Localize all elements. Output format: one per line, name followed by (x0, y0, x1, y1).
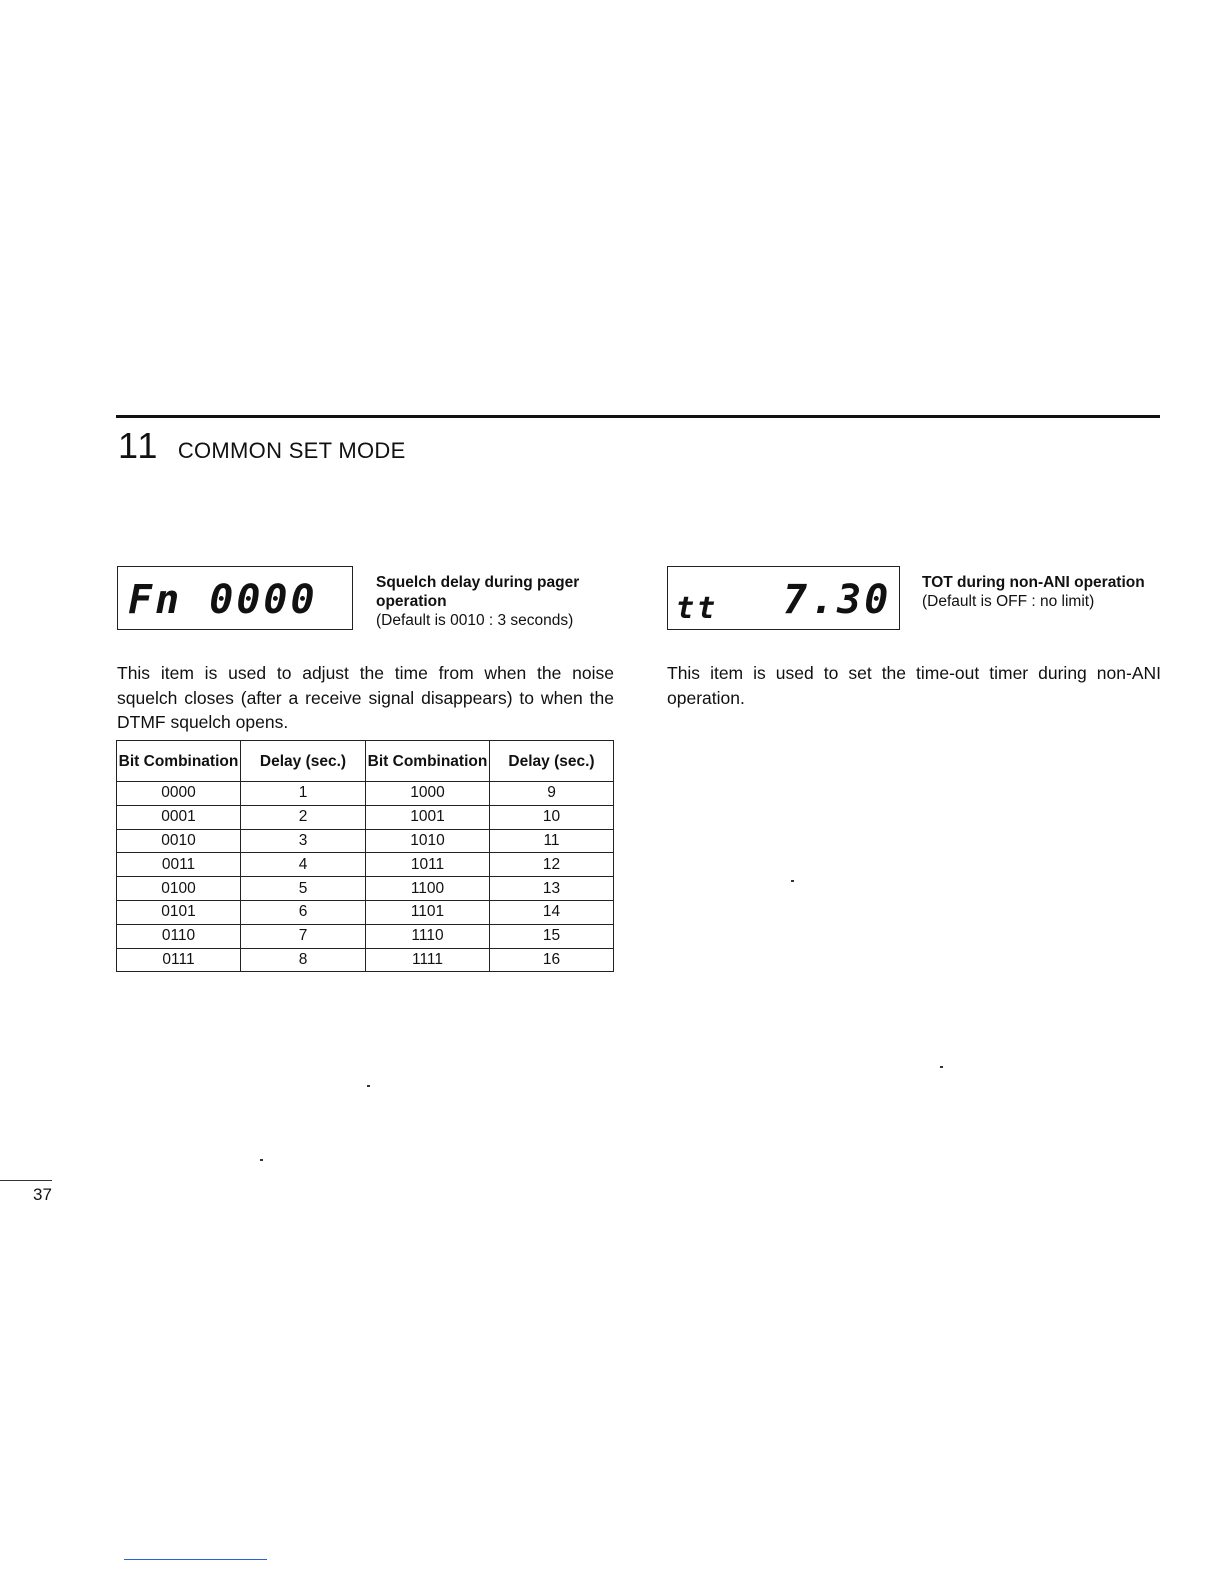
table-cell: 8 (241, 948, 366, 972)
column-header: Bit Combination (117, 741, 241, 782)
table-cell: 0001 (117, 805, 241, 829)
table-cell: 12 (490, 853, 614, 877)
table-cell: 0000 (117, 782, 241, 806)
table-row (117, 948, 614, 972)
column-header: Bit Combination (366, 741, 490, 782)
header-rule (116, 415, 1160, 418)
table-cell: 10 (490, 805, 614, 829)
scan-speck (791, 880, 794, 882)
table-row (117, 900, 614, 924)
scan-speck (260, 1159, 263, 1161)
table-cell: 4 (241, 853, 366, 877)
table-cell: 2 (241, 805, 366, 829)
caption-title: TOT during non-ANI operation (922, 574, 1145, 591)
table-cell: 1000 (366, 782, 490, 806)
column-header: Delay (sec.) (241, 741, 366, 782)
table-cell: 9 (490, 782, 614, 806)
scan-speck (940, 1066, 943, 1068)
tot-description: This item is used to set the time-out timer during non-ANI operation. (667, 663, 1161, 708)
chapter-number: 11 (118, 425, 160, 466)
table-row (117, 924, 614, 948)
table-row (117, 829, 614, 853)
scan-speck (367, 1085, 370, 1087)
bottom-link-line (124, 1559, 267, 1560)
table-cell: 0111 (117, 948, 241, 972)
lcd-label: tt (676, 591, 719, 626)
table-cell: 1110 (366, 924, 490, 948)
table-cell: 3 (241, 829, 366, 853)
table-cell: 16 (490, 948, 614, 972)
caption-default: (Default is OFF : no limit) (922, 593, 1095, 610)
column-header: Delay (sec.) (490, 741, 614, 782)
table-cell: 0100 (117, 877, 241, 901)
table-cell: 15 (490, 924, 614, 948)
table-cell: 13 (490, 877, 614, 901)
page-number: 37 (33, 1185, 52, 1204)
page-number-rule (0, 1180, 52, 1181)
table-row (117, 853, 614, 877)
table-cell: 0101 (117, 900, 241, 924)
table-cell: 0110 (117, 924, 241, 948)
section-heading (118, 425, 406, 467)
delay-table (116, 740, 614, 972)
caption-default: (Default is 0010 : 3 seconds) (376, 612, 574, 629)
table-cell: 0010 (117, 829, 241, 853)
lcd-readout: Fn 0000 (128, 577, 318, 623)
lcd-display-squelch-delay (117, 566, 353, 630)
caption-title: Squelch delay during pager operation (376, 574, 580, 610)
table-cell: 6 (241, 900, 366, 924)
table-cell: 1111 (366, 948, 490, 972)
table-row (117, 877, 614, 901)
table-cell: 0011 (117, 853, 241, 877)
table-cell: 14 (490, 900, 614, 924)
table-cell: 11 (490, 829, 614, 853)
chapter-title: COMMON SET MODE (177, 438, 406, 463)
table-cell: 5 (241, 877, 366, 901)
tot-caption (922, 573, 1167, 611)
table-cell: 1100 (366, 877, 490, 901)
table-cell: 1011 (366, 853, 490, 877)
table-row (117, 782, 614, 806)
squelch-delay-caption (376, 573, 606, 630)
table-row (117, 805, 614, 829)
table-cell: 1001 (366, 805, 490, 829)
table-header-row (117, 741, 614, 782)
table-cell: 1010 (366, 829, 490, 853)
table-cell: 7 (241, 924, 366, 948)
lcd-display-tot (667, 566, 900, 630)
table-cell: 1101 (366, 900, 490, 924)
lcd-value: 7.30 (783, 577, 892, 623)
table-cell: 1 (241, 782, 366, 806)
squelch-delay-description: This item is used to adjust the time from when the noise squelch closes (after a receive signal disappears) to when the DTMF squelch opens. (117, 663, 614, 732)
